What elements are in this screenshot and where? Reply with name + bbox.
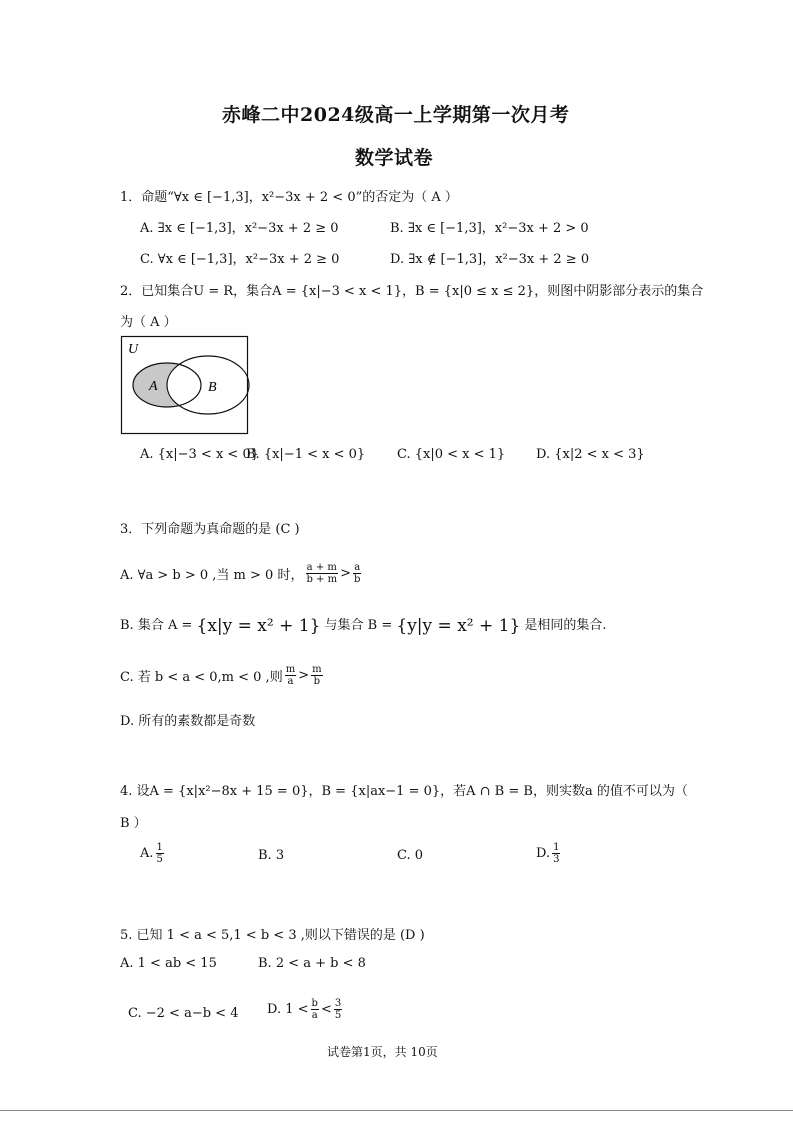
- fraction-numerator: 1: [553, 842, 560, 853]
- fraction-denominator: b: [313, 676, 321, 687]
- fraction-numerator: a + m: [306, 562, 337, 573]
- fraction-numerator: b: [311, 998, 318, 1009]
- q3-option-a: [120, 562, 363, 585]
- fraction-denominator: b + m: [306, 574, 338, 585]
- q5-option-d: [267, 998, 344, 1021]
- q3-a-text: A. ∀a > b > 0 ,当 m > 0 时，: [120, 568, 304, 583]
- q2-stem-line2: 为（ A ）: [120, 315, 177, 330]
- q3-c-fraction-1: [285, 664, 296, 687]
- q3-b-text-3: 是相同的集合.: [524, 618, 607, 633]
- q1-option-c: C. ∀x ∈ [−1,3]，x²−3x + 2 ≥ 0: [140, 252, 340, 267]
- q1-stem: 1．命题“∀x ∈ [−1,3]，x²−3x + 2 < 0”的否定为（ A ）: [120, 190, 458, 205]
- fraction-numerator: 1: [156, 842, 163, 853]
- fraction-numerator: a: [354, 562, 361, 573]
- q5-option-b: B. 2 < a + b < 8: [258, 956, 366, 971]
- page-footer: 试卷第1页，共 10页: [327, 1045, 438, 1059]
- q3-a-fraction-2: [353, 562, 361, 585]
- q5-option-a: A. 1 < ab < 15: [120, 956, 217, 971]
- q5-d-fraction-1: [311, 998, 319, 1021]
- q3-option-c: [120, 664, 325, 687]
- q4-stem-line2: B ）: [120, 816, 147, 831]
- q3-b-text-1: B. 集合 A =: [120, 618, 193, 633]
- q5-option-c: C. −2 < a−b < 4: [128, 1006, 239, 1021]
- fraction-numerator: m: [312, 664, 322, 675]
- q4-d-fraction: [552, 842, 560, 865]
- fraction-numerator: 3: [334, 998, 342, 1009]
- q4-stem-line1: 4. 设A = {x|x²−8x + 15 = 0}，B = {x|ax−1 = 0}，若A ∩ B = B，则实数a 的值不可以为（: [120, 784, 688, 799]
- greater-than-sign: >: [298, 668, 310, 683]
- q3-b-text-2: 与集合 B =: [324, 618, 393, 633]
- q3-option-d: D. 所有的素数都是奇数: [120, 714, 256, 729]
- q3-c-fraction-2: [311, 664, 322, 687]
- greater-than-sign: >: [340, 566, 351, 581]
- q3-stem: 3．下列命题为真命题的是 (C ): [120, 522, 300, 537]
- q2-option-a: A. {x|−3 < x < 0}: [140, 447, 259, 462]
- q2-option-d: D. {x|2 < x < 3}: [536, 447, 645, 462]
- q5-d-fraction-2: [334, 998, 342, 1021]
- q4-option-b: B. 3: [258, 848, 285, 863]
- fraction-denominator: a: [287, 676, 294, 687]
- q2-option-c: C. {x|0 < x < 1}: [397, 447, 506, 462]
- q5-stem: 5. 已知 1 < a < 5,1 < b < 3 ,则以下错误的是 (D ): [120, 928, 425, 943]
- q4-option-d: [536, 842, 562, 865]
- fraction-denominator: b: [353, 574, 361, 585]
- q4-option-c: C. 0: [397, 848, 424, 863]
- q3-a-fraction-1: [305, 562, 338, 585]
- set-b-label: B: [208, 380, 217, 395]
- q2-option-b: B. {x|−1 < x < 0}: [246, 447, 366, 462]
- q2-stem-line1: 2．已知集合U = R，集合A = {x|−3 < x < 1}，B = {x|0 ≤ x ≤ 2}，则图中阴影部分表示的集合: [120, 284, 704, 299]
- q3-b-set-a: {x|y = x² + 1}: [196, 616, 321, 636]
- set-a-label: A: [149, 379, 158, 394]
- exam-title: 赤峰二中2024级高一上学期第一次月考: [222, 104, 570, 126]
- fraction-denominator: 5: [334, 1010, 342, 1021]
- q3-b-set-b: {y|y = x² + 1}: [396, 616, 521, 636]
- exam-subtitle: 数学试卷: [355, 147, 434, 169]
- universe-label: U: [128, 342, 139, 357]
- fraction-numerator: m: [285, 664, 296, 675]
- fraction-denominator: a: [311, 1010, 318, 1021]
- q3-option-b: [120, 614, 607, 636]
- q1-option-d: D. ∃x ∉ [−1,3]，x²−3x + 2 ≥ 0: [390, 252, 590, 267]
- q1-option-b: B. ∃x ∈ [−1,3]，x²−3x + 2 > 0: [390, 221, 589, 236]
- option-letter: D.: [536, 846, 551, 861]
- fraction-denominator: 3: [553, 854, 560, 865]
- less-than-sign: <: [320, 1002, 332, 1017]
- q5-d-text: D. 1 <: [267, 1002, 309, 1017]
- option-letter: A.: [140, 846, 154, 861]
- venn-diagram: [120, 335, 250, 435]
- q4-option-a: [140, 842, 166, 865]
- q1-option-a: A. ∃x ∈ [−1,3]，x²−3x + 2 ≥ 0: [140, 221, 339, 236]
- q4-a-fraction: [156, 842, 164, 865]
- q3-c-text: C. 若 b < a < 0,m < 0 ,则: [120, 670, 283, 685]
- page-bottom-divider: [0, 1110, 793, 1111]
- fraction-denominator: 5: [156, 854, 163, 865]
